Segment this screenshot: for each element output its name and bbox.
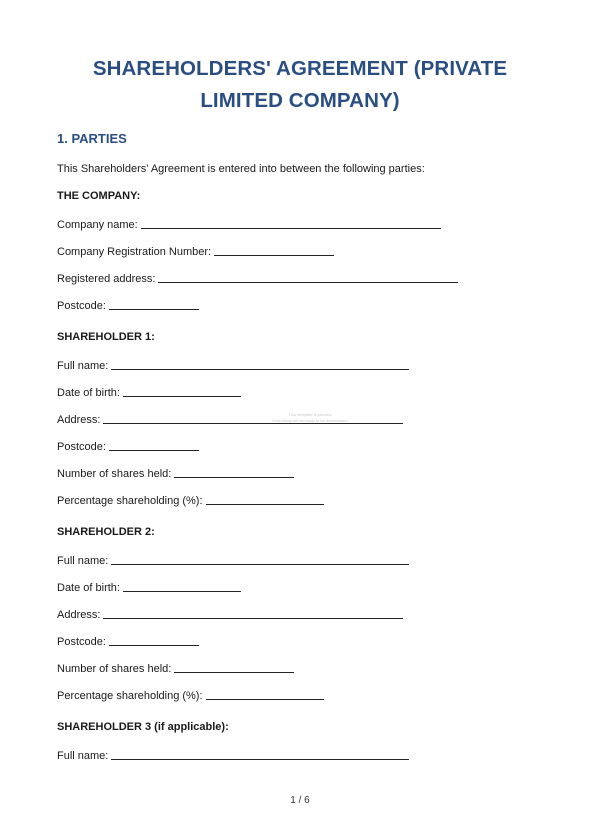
- shareholder-1-heading: SHAREHOLDER 1:: [57, 331, 155, 343]
- field-label: Address:: [57, 609, 101, 621]
- intro-text: This Shareholders' Agreement is entered into between the following parties:: [57, 163, 425, 175]
- company-postcode-field: [57, 297, 199, 313]
- section-heading-parties: 1. PARTIES: [57, 131, 127, 146]
- shareholder-1-percentage-field: [57, 492, 324, 508]
- field-label: Full name:: [57, 360, 109, 372]
- shareholder-2-postcode-blank[interactable]: [109, 634, 199, 646]
- watermark-line-2: Everything will be ready to be downloaded: [272, 418, 348, 423]
- shareholder-2-percentage-field: [57, 687, 324, 703]
- field-label: Full name:: [57, 750, 109, 762]
- field-label: Number of shares held:: [57, 468, 172, 480]
- company-registration-field: [57, 243, 334, 259]
- company-name-field: [57, 216, 441, 232]
- shareholder-1-percentage-blank[interactable]: [206, 493, 324, 505]
- field-label: Address:: [57, 414, 101, 426]
- shareholder-3-full-name-blank[interactable]: [111, 748, 409, 760]
- shareholder-2-postcode-field: [57, 633, 199, 649]
- page-number: 1 / 6: [290, 795, 310, 806]
- shareholder-1-full-name-field: [57, 357, 409, 373]
- shareholder-1-full-name-blank[interactable]: [111, 358, 409, 370]
- shareholder-2-full-name-blank[interactable]: [111, 553, 409, 565]
- field-label: Postcode:: [57, 636, 106, 648]
- registered-address-field: [57, 270, 458, 286]
- shareholder-2-shares-field: [57, 660, 294, 676]
- shareholder-1-postcode-field: [57, 438, 199, 454]
- document-title: [0, 53, 600, 117]
- shareholder-1-shares-field: [57, 465, 294, 481]
- preview-watermark: [245, 412, 375, 424]
- shareholder-2-full-name-field: [57, 552, 409, 568]
- title-line-2: LIMITED COMPANY): [200, 89, 400, 112]
- field-label: Date of birth:: [57, 582, 120, 594]
- field-label: Full name:: [57, 555, 109, 567]
- shareholder-2-address-field: [57, 606, 403, 622]
- shareholder-2-shares-blank[interactable]: [174, 661, 294, 673]
- shareholder-1-dob-field: [57, 384, 241, 400]
- field-label: Percentage shareholding (%):: [57, 495, 203, 507]
- shareholder-2-percentage-blank[interactable]: [206, 688, 324, 700]
- company-name-blank[interactable]: [141, 217, 441, 229]
- field-label: Date of birth:: [57, 387, 120, 399]
- company-heading: THE COMPANY:: [57, 190, 141, 202]
- title-line-1: SHAREHOLDERS' AGREEMENT (PRIVATE: [92, 57, 508, 80]
- shareholder-2-dob-blank[interactable]: [123, 580, 241, 592]
- field-label: Company name:: [57, 219, 138, 231]
- shareholder-2-dob-field: [57, 579, 241, 595]
- shareholder-2-heading: SHAREHOLDER 2:: [57, 526, 155, 538]
- field-label: Postcode:: [57, 441, 106, 453]
- shareholder-3-heading: SHAREHOLDER 3 (if applicable):: [57, 721, 229, 733]
- field-label: Percentage shareholding (%):: [57, 690, 203, 702]
- watermark-line-1: This template is preview: [288, 412, 332, 417]
- shareholder-1-postcode-blank[interactable]: [109, 439, 199, 451]
- company-postcode-blank[interactable]: [109, 298, 199, 310]
- shareholder-2-address-blank[interactable]: [103, 607, 403, 619]
- field-label: Postcode:: [57, 300, 106, 312]
- shareholder-1-shares-blank[interactable]: [174, 466, 294, 478]
- registered-address-blank[interactable]: [158, 271, 458, 283]
- shareholder-1-dob-blank[interactable]: [123, 385, 241, 397]
- field-label: Company Registration Number:: [57, 246, 212, 258]
- field-label: Registered address:: [57, 273, 156, 285]
- field-label: Number of shares held:: [57, 663, 172, 675]
- company-registration-blank[interactable]: [214, 244, 334, 256]
- shareholder-3-full-name-field: [57, 747, 409, 763]
